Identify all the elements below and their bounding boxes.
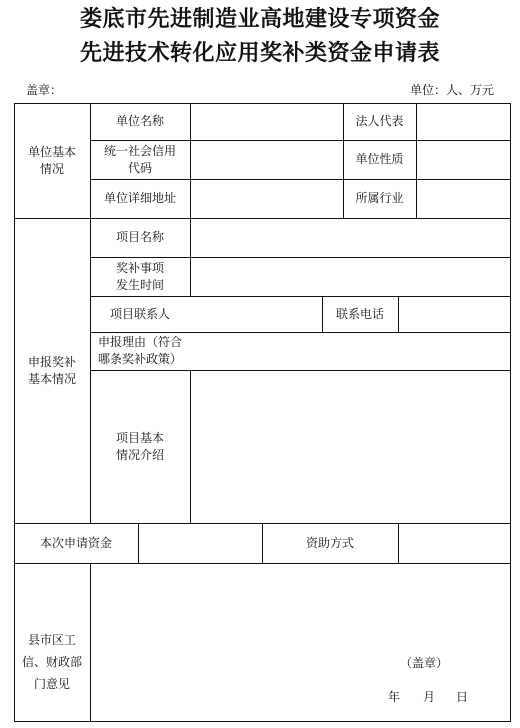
- legal-rep-field[interactable]: [417, 104, 510, 140]
- opinion-year: 年: [388, 690, 401, 704]
- reason-label: [90, 332, 190, 370]
- project-intro-field[interactable]: [191, 371, 510, 523]
- form-title-line2: 先进技术转化应用奖补类资金申请表: [79, 41, 440, 66]
- opinion-field[interactable]: [91, 564, 510, 721]
- contact-label: 项目联系人: [109, 306, 170, 321]
- address-field[interactable]: [191, 180, 343, 218]
- unit-nature-field[interactable]: [417, 141, 510, 179]
- unit-name-field[interactable]: [191, 104, 343, 140]
- project-name-field[interactable]: [191, 219, 510, 257]
- credit-code-label-line1: 统一社会信用: [103, 143, 176, 158]
- project-intro-label: [90, 370, 190, 523]
- unit-name-label: 单位名称: [115, 114, 164, 128]
- section-label-basic: [14, 103, 90, 218]
- opinion-label-line3: 门意见: [33, 677, 70, 691]
- event-time-label: [90, 257, 190, 296]
- project-intro-label-line1: 项目基本: [115, 430, 164, 445]
- section-label-apply: [14, 218, 90, 523]
- phone-label: 联系电话: [335, 306, 384, 321]
- opinion-day: 日: [456, 690, 469, 704]
- section-label-apply-line1: 申报奖补: [27, 354, 76, 369]
- phone-field[interactable]: [399, 297, 510, 332]
- application-form-table: [14, 103, 511, 722]
- project-intro-label-line2: 情况介绍: [115, 447, 164, 462]
- opinion-month: 月: [423, 690, 436, 704]
- funding-method-label: 资助方式: [305, 535, 354, 550]
- funding-amount-field[interactable]: [139, 524, 262, 563]
- grid-line: [510, 103, 511, 722]
- section-label-basic-line2: 情况: [39, 161, 64, 176]
- credit-code-field[interactable]: [191, 141, 343, 179]
- reason-field[interactable]: [191, 333, 510, 370]
- address-label: 单位详细地址: [103, 191, 176, 205]
- opinion-label-line1: 县市区工: [27, 633, 76, 647]
- reason-label-line2: 哪条奖补政策）: [97, 352, 182, 366]
- industry-field[interactable]: [417, 180, 510, 218]
- event-time-label-line2: 发生时间: [115, 277, 164, 292]
- unit-label: 单位：人、万元: [409, 83, 494, 97]
- credit-code-label: [90, 140, 190, 179]
- industry-label: 所属行业: [355, 191, 404, 205]
- credit-code-label-line2: 代码: [127, 160, 152, 175]
- opinion-label-line2: 信、财政部: [21, 655, 82, 669]
- contact-value-field[interactable]: [191, 297, 322, 332]
- funding-amount-label: 本次申请资金: [39, 535, 112, 550]
- event-time-field[interactable]: [191, 258, 510, 296]
- project-name-label: 项目名称: [115, 230, 164, 244]
- grid-line: [14, 721, 511, 722]
- seal-label: 盖章：: [26, 83, 63, 97]
- unit-nature-label: 单位性质: [355, 152, 404, 166]
- opinion-seal: （盖章）: [400, 656, 449, 670]
- section-label-basic-line1: 单位基本: [27, 144, 76, 159]
- funding-method-field[interactable]: [399, 524, 510, 563]
- legal-rep-label: 法人代表: [355, 114, 404, 128]
- event-time-label-line1: 奖补事项: [115, 260, 164, 275]
- reason-label-line1: 申报理由（符合: [97, 335, 182, 349]
- form-title-line1: 娄底市先进制造业高地建设专项资金: [79, 7, 440, 32]
- section-label-apply-line2: 基本情况: [27, 371, 76, 386]
- opinion-label: [14, 563, 90, 721]
